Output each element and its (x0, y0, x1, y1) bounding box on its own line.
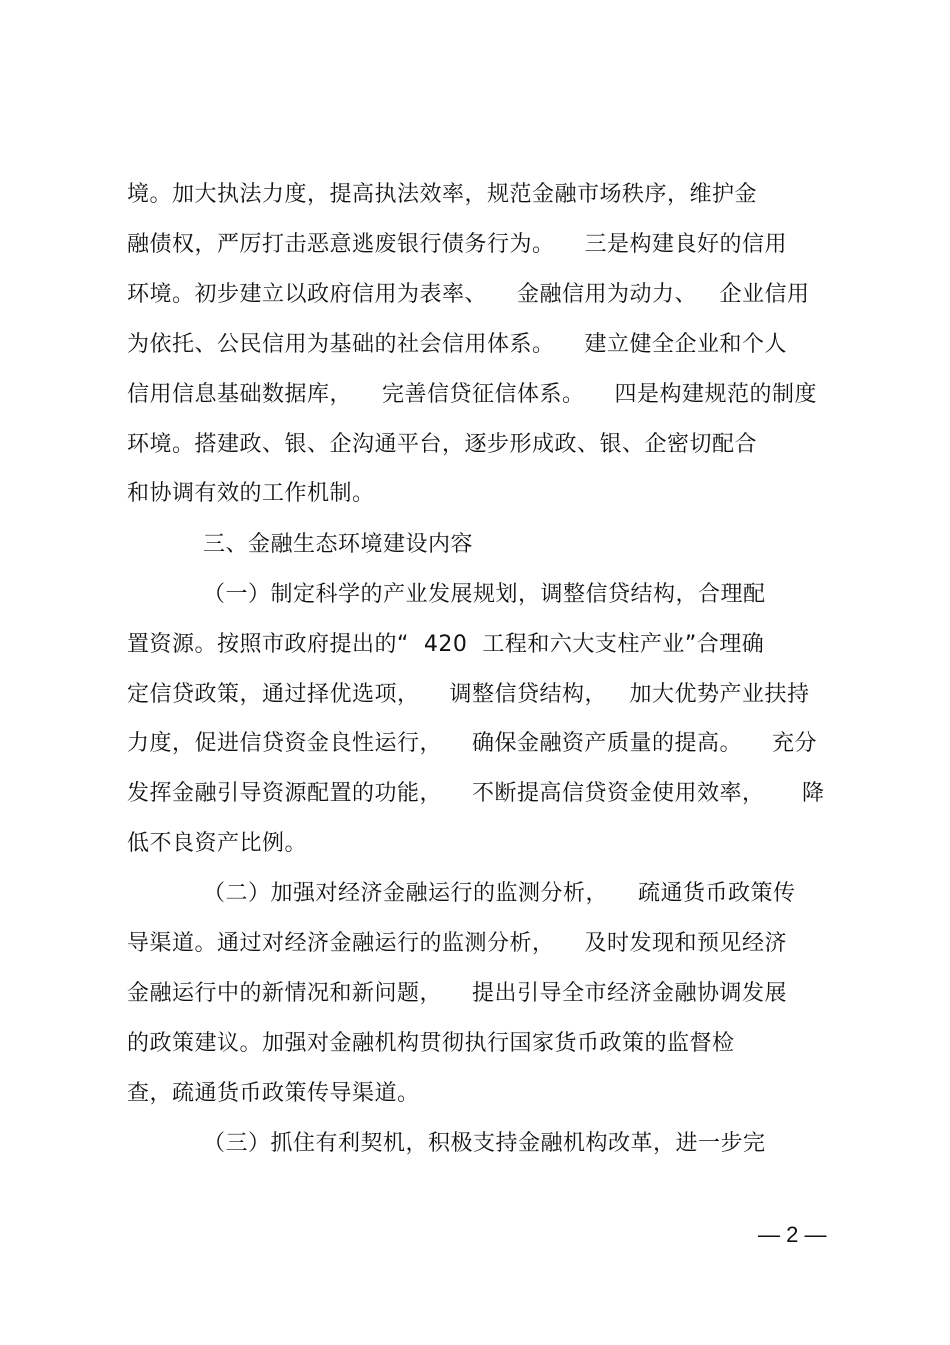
text-line: 环境。初步建立以政府信用为表率、 金融信用为动力、 企业信用 (127, 282, 810, 307)
text-line: 信用信息基础数据库， 完善信贷征信体系。 四是构建规范的制度 (127, 382, 817, 407)
text-line: 力度，促进信贷资金良性运行， 确保金融资产质量的提高。 充分 (127, 731, 817, 756)
text-line: 定信贷政策，通过择优选项， 调整信贷结构， 加大优势产业扶持 (127, 682, 810, 707)
text-line: 和协调有效的工作机制。 (127, 481, 375, 506)
text-line: 为依托、公民信用为基础的社会信用体系。 建立健全企业和个人 (127, 332, 787, 357)
page-number: — 2 — (758, 1222, 827, 1247)
subsection-heading-3: （三）抓住有利契机，积极支持金融机构改革，进一步完 (203, 1131, 766, 1156)
subsection-heading-1: （一）制定科学的产业发展规划，调整信贷结构，合理配 (203, 582, 766, 607)
text-line: 发挥金融引导资源配置的功能， 不断提高信贷资金使用效率， 降 (127, 781, 825, 806)
subsection-heading-2: （二）加强对经济金融运行的监测分析， 疏通货币政策传 (203, 881, 796, 906)
text-line: 查，疏通货币政策传导渠道。 (127, 1081, 420, 1106)
text-line: 的政策建议。加强对金融机构贯彻执行国家货币政策的监督检 (127, 1031, 735, 1056)
text-line: 导渠道。通过对经济金融运行的监测分析， 及时发现和预见经济 (127, 931, 787, 956)
section-heading: 三、金融生态环境建设内容 (203, 532, 474, 557)
text-line: 金融运行中的新情况和新问题， 提出引导全市经济金融协调发展 (127, 981, 787, 1006)
text-line: 环境。搭建政、银、企沟通平台，逐步形成政、银、企密切配合 (127, 432, 758, 457)
text-line: 融债权，严厉打击恶意逃废银行债务行为。 三是构建良好的信用 (127, 232, 787, 257)
text-line: 境。加大执法力度，提高执法效率，规范金融市场秩序，维护金 (127, 182, 758, 207)
text-line: 置资源。按照市政府提出的“ 420 工程和六大支柱产业”合理确 (127, 632, 765, 657)
text-line: 低不良资产比例。 (127, 831, 308, 856)
